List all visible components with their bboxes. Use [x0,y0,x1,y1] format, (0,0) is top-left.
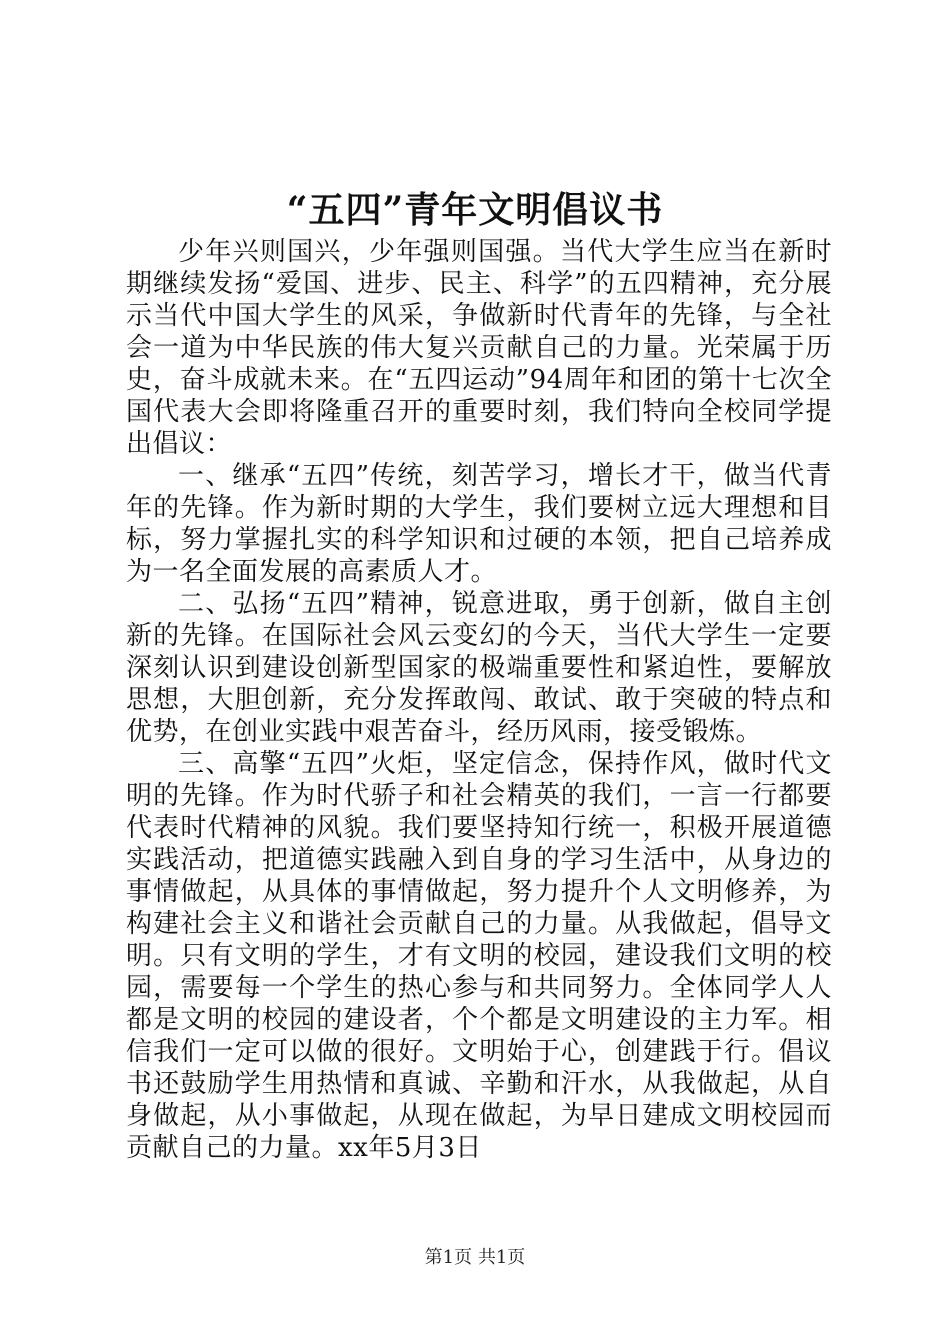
page-number-footer: 第1页 共1页 [424,1247,526,1268]
paragraph-proposal-two: 二、弘扬“五四”精神，锐意进取，勇于创新，做自主创新的先锋。在国际社会风云变幻的今天，当代大学生一定要深刻认识到建设创新型国家的极端重要性和紧迫性，要解放思想，大胆创新，充分发挥敢闯、敢试、敢于突破的特点和优势，在创业实践中艰苦奋斗，经历风雨，接受锻炼。 [126,589,832,747]
paragraph-proposal-three: 三、高擎“五四”火炬，坚定信念，保持作风，做时代文明的先锋。作为时代骄子和社会精英的我们，一言一行都要代表时代精神的风貌。我们要坚持知行统一，积极开展道德实践活动，把道德实践融入到自身的学习生活中，从身边的事情做起，从具体的事情做起，努力提升个人文明修养，为构建社会主义和谐社会贡献自己的力量。从我做起，倡导文明。只有文明的学生，才有文明的校园，建设我们文明的校园，需要每一个学生的热心参与和共同努力。全体同学人人都是文明的校园的建设者，个个都是文明建设的主力军。相信我们一定可以做的很好。文明始于心，创建践于行。倡议书还鼓励学生用热情和真诚、辛勤和汗水，从我做起，从自身做起，从小事做起，从现在做起，为早日建成文明校园而贡献自己的力量。xx年5月3日 [126,749,832,1163]
paragraph-intro: 少年兴则国兴，少年强则国强。当代大学生应当在新时期继续发扬“爱国、进步、民主、科学”的五四精神，充分展示当代中国大学生的风采，争做新时代青年的先锋，与全社会一道为中华民族的伟大复兴贡献自己的力量。光荣属于历史，奋斗成就未来。在“五四运动”94周年和团的第十七次全国代表大会即将隆重召开的重要时刻，我们特向全校同学提出倡议： [126,237,832,459]
document-body [126,236,832,1164]
paragraph-proposal-one: 一、继承“五四”传统，刻苦学习，增长才干，做当代青年的先锋。作为新时期的大学生，我们要树立远大理想和目标，努力掌握扎实的科学知识和过硬的本领，把自己培养成为一名全面发展的高素质人才。 [126,461,832,587]
document-title: “五四”青年文明倡议书 [286,189,664,231]
